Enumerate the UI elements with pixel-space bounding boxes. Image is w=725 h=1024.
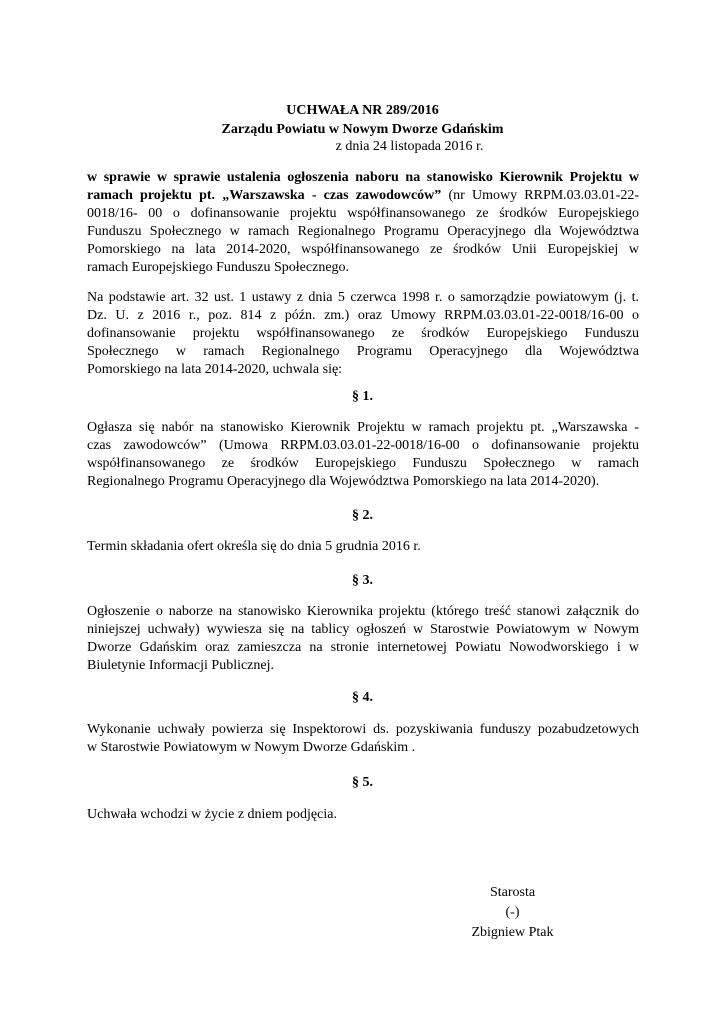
resolution-title: UCHWAŁA NR 289/2016 — [286, 103, 439, 118]
subject-line — [87, 187, 639, 205]
basis-line: Pomorskiego na lata 2014-2020, uchwala się: — [87, 362, 343, 377]
section-line: Uchwała wchodzi w życie z dniem podjęcia. — [87, 807, 337, 822]
legal-basis-paragraph — [87, 289, 639, 379]
section-line: Biuletynie Informacji Publicznej. — [87, 658, 275, 673]
basis-line: Na podstawie art. 32 ust. 1 ustawy z dnia 5 czerwca 1998 r. o samorządzie powiatowym (j. t. — [87, 290, 639, 305]
section-line: Wykonanie uchwały powierza się Inspektorowi ds. pozyskiwania funduszy pozabudzetowych — [87, 722, 639, 737]
project-title: ramach projektu pt. „Warszawska - czas zawodowców” — [87, 188, 442, 203]
signature-role: Starosta — [489, 885, 536, 900]
subject-line: w sprawie w sprawie ustalenia ogłoszenia naboru na stanowisko Kierownik Projektu w — [87, 170, 639, 185]
section-4-text — [87, 721, 639, 757]
signature-block — [455, 883, 570, 943]
section-1-heading: § 1. — [352, 389, 373, 404]
section-1-text — [87, 419, 639, 491]
section-line: Dworze Gdańskim oraz zamieszcza na stronie internetowej Powiatu Nowodworskiego i w — [87, 640, 639, 655]
basis-line: dofinansowanie projektu współfinansowanego ze środków Europejskiego Funduszu — [87, 326, 639, 341]
section-line: Regionalnego Programu Operacyjnego dla Województwa Pomorskiego na lata 2014-2020). — [87, 474, 600, 489]
section-5-text — [87, 806, 639, 824]
resolution-issuer: Zarządu Powiatu w Nowym Dworze Gdańskim — [221, 122, 504, 137]
basis-line: Społecznego w ramach Regionalnego Programu Operacyjnego dla Województwa — [87, 344, 639, 359]
subject-line: 0018/16- 00 o dofinansowanie projektu współfinansowanego ze środków Europejskiego — [87, 206, 639, 221]
section-line: współfinansowanego ze środków Europejskiego Funduszu Społecznego w ramach — [87, 456, 639, 471]
subject-line: Pomorskiego na lata 2014-2020, współfinansowanego ze środków Unii Europejskiej w — [87, 242, 639, 257]
subject-line: ramach Europejskiego Funduszu Społecznego. — [87, 260, 350, 275]
section-5-heading: § 5. — [352, 775, 373, 790]
section-4-heading: § 4. — [352, 690, 373, 705]
section-line: Ogłasza się nabór na stanowisko Kierownik Projektu w ramach projektu pt. „Warszawska - — [87, 420, 639, 435]
section-3-text — [87, 603, 639, 675]
section-line: niniejszej uchwały) wywiesza się na tablicy ogłoszeń w Starostwie Powiatowym w Nowym — [87, 622, 639, 637]
subject-paragraph — [87, 169, 639, 277]
subject-line: Funduszu Społecznego w ramach Regionalnego Programu Operacyjnego dla Województwa — [87, 224, 639, 239]
resolution-date: z dnia 24 listopada 2016 r. — [335, 139, 484, 154]
section-2-text — [87, 538, 639, 556]
signature-name: Zbigniew Ptak — [471, 925, 554, 940]
section-line: Ogłoszenie o naborze na stanowisko Kierownika projektu (którego treść stanowi załącznik do — [87, 604, 639, 619]
section-line: w Starostwie Powiatowym w Nowym Dworze Gdańskim . — [87, 740, 416, 755]
basis-line: Dz. U. z 2016 r., poz. 814 z późn. zm.) oraz Umowy RRPM.03.03.01-22-0018/16-00 o — [87, 308, 639, 323]
section-line: Termin składania ofert określa się do dnia 5 grudnia 2016 r. — [87, 539, 421, 554]
section-3-heading: § 3. — [352, 573, 373, 588]
section-line: czas zawodowców” (Umowa RRPM.03.03.01-22-0018/16-00 o dofinansowanie projektu — [87, 438, 639, 453]
section-2-heading: § 2. — [352, 508, 373, 523]
signature-mark: (-) — [505, 905, 520, 920]
agreement-ref: (nr Umowy RRPM.03.03.01-22- — [441, 188, 640, 203]
